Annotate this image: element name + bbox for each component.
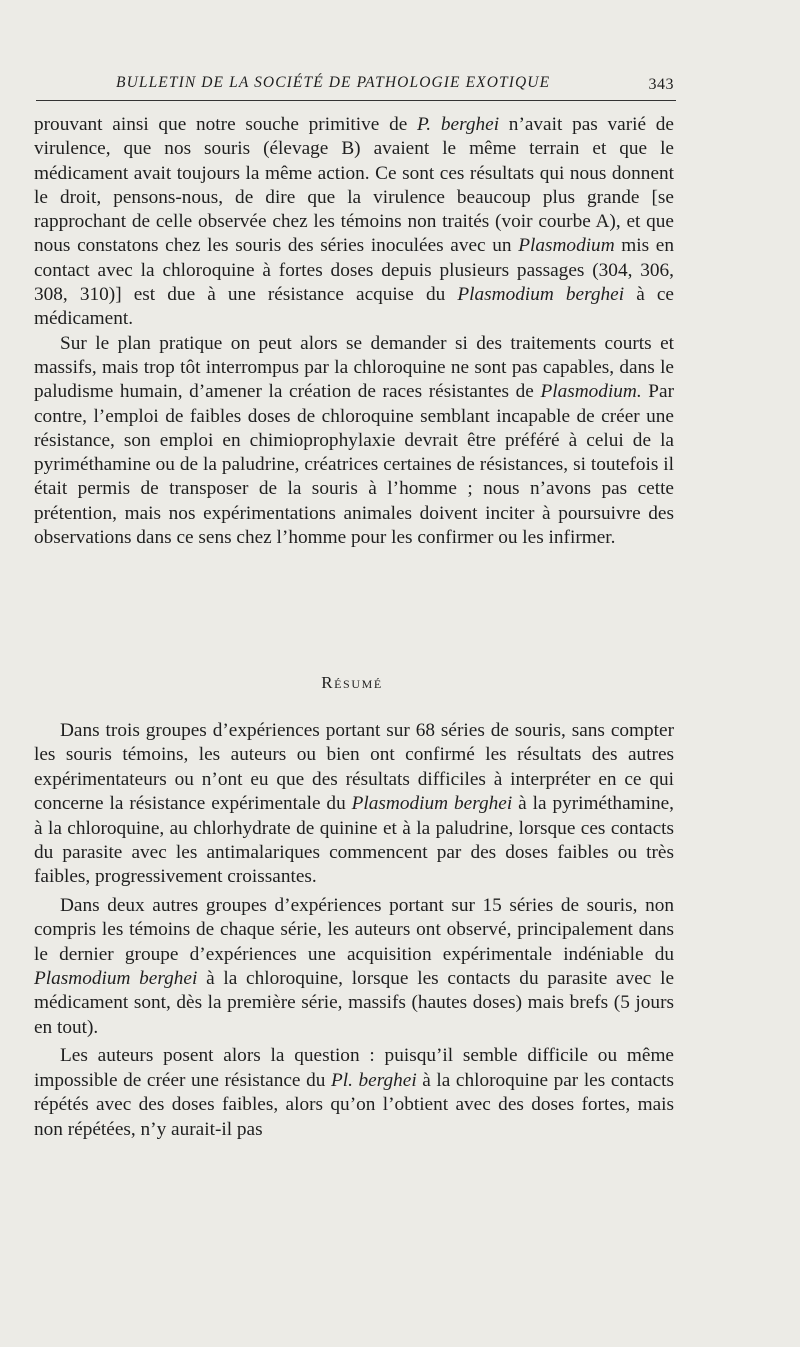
italic-taxon: Plasmodium berghei — [34, 968, 198, 990]
running-head — [36, 72, 676, 96]
italic-taxon: Plasmodium berghei — [351, 793, 513, 815]
text-run: Sur le plan pratique on peut alors se demander si des traitements courts et massifs, mais trop tôt interrompus par la chloroquine ne sont pas capables, dans le paludisme humain, d’amener la création de races résistantes de — [34, 332, 674, 403]
resume-body — [34, 719, 674, 1146]
text-run: Les auteurs posent alors la question : puisqu’il semble difficile ou même impossible de créer une résistance du — [34, 1045, 674, 1091]
section-heading-resume: Résumé — [321, 673, 383, 692]
text-run: à ce médicament. — [34, 284, 674, 330]
text-run: prouvant ainsi que notre souche primitive de — [34, 114, 418, 135]
text-run: Dans trois groupes d’expériences portant sur 68 séries de souris, sans compter les souris témoins, les auteurs ou bien ont confirmé les résultats des autres expérimentateurs ou n’ont eu que des résultats difficiles à interpréter en ce qui concerne la résistance expérimentale du — [34, 720, 674, 815]
resume-paragraph-1 — [34, 719, 674, 890]
text-run: à la chloroquine par les contacts répétés avec des doses faibles, alors qu’on l’obtient avec des doses fortes, mais non répétées, n’y aurait-il pas — [34, 1069, 675, 1140]
italic-taxon: Plasmodium berghei — [457, 284, 625, 306]
page-number: 343 — [648, 76, 674, 93]
italic-taxon: Pl. berghei — [330, 1069, 417, 1091]
text-run: Par contre, l’emploi de faibles doses de chloroquine semblant incapable de créer une résistance, son emploi en chimioprophylaxie devrait être préféré à celui de la pyriméthamine ou de la paludrine, créatrices certaines de résistances, si toutefois il était permis de transposer de la souris à l’homme ; nous n’avons pas cette prétention, mais nos expérimentations animales doivent inciter à poursuivre des observations dans ce sens chez l’homme pour les confirmer ou les infirmer. — [34, 381, 674, 549]
text-run: à la pyriméthamine, à la chloroquine, au chlorhydrate de quinine et à la paludrine, lorsque ces contacts du parasite avec les antimalariques commencent par des doses faibles ou très faibles, progressivement croissantes. — [34, 793, 674, 888]
text-run: mis en contact avec la chloroquine à fortes doses depuis plusieurs passages (304, 306, 308, 310)] est due à une résistance acquise du — [34, 235, 674, 306]
resume-paragraph-3 — [34, 1044, 674, 1142]
text-run: Dans deux autres groupes d’expériences portant sur 15 séries de souris, non compris les témoins de chaque série, les auteurs ont observé, principalement dans le dernier groupe d’expériences une acquisition expérimentale indéniable du — [34, 894, 674, 965]
italic-taxon: P. berghei — [417, 114, 500, 135]
paragraph-practical — [34, 332, 674, 551]
article-body — [34, 113, 674, 550]
italic-taxon: Plasmodium — [518, 235, 615, 257]
text-run: n’avait pas varié de virulence, que nos souris (élevage B) avaient le même terrain et que le médicament avait toujours la même action. Ce sont ces résultats qui nous donnent le droit, pensons-nous, de dire que la virulence beaucoup plus grande [se rapprochant de celle observée chez les témoins non traités (voir courbe A), et que nous constatons chez les souris des séries inoculées avec un — [34, 114, 674, 257]
paragraph-continuation — [34, 113, 674, 332]
resume-paragraph-2 — [34, 894, 674, 1040]
journal-title: BULLETIN DE LA SOCIÉTÉ DE PATHOLOGIE EXOTIQUE — [116, 74, 551, 91]
text-run: à la chloroquine, lorsque les contacts du parasite avec le médicament sont, dès la première série, massifs (hautes doses) mais brefs (5 jours en tout). — [34, 968, 674, 1038]
header-rule — [36, 100, 676, 101]
italic-taxon: Plasmodium. — [540, 381, 642, 403]
